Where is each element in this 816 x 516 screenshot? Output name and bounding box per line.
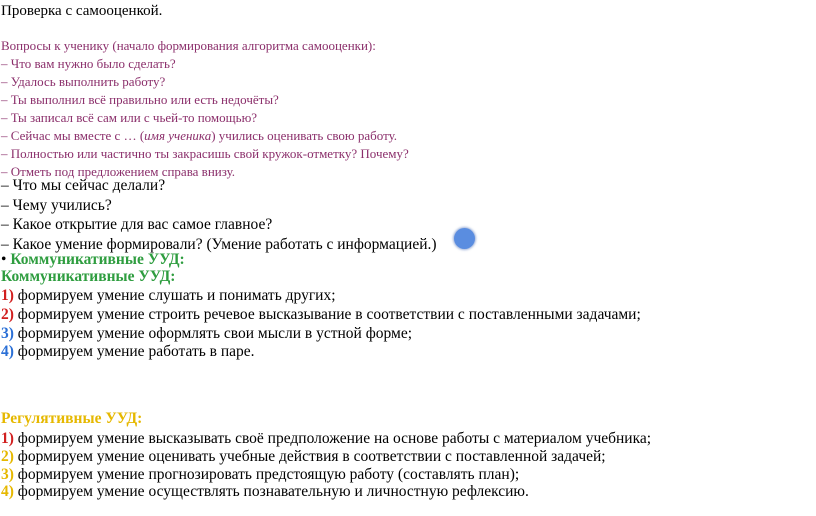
item-text: формируем умение осуществлять познавательную и личностную рефлексию. — [13, 483, 529, 500]
item-number: 1) — [1, 430, 14, 447]
question-item: – Ты выполнил всё правильно или есть недочёты? — [1, 92, 279, 107]
question-item: – Полностью или частично ты закрасишь свой кружок-отметку? Почему? — [1, 146, 409, 161]
item-number: 4) — [1, 483, 14, 500]
communicative-item — [1, 306, 641, 324]
question-item: – Удалось выполнить работу? — [1, 74, 166, 89]
question-item: – Отметь под предложением справа внизу. — [1, 164, 236, 179]
item-text: формируем умение строить речевое высказывание в соответствии с поставленными задачами; — [13, 306, 641, 323]
item-number: 2) — [1, 306, 14, 323]
question-item — [1, 127, 397, 145]
student-name-placeholder: имя ученика — [144, 128, 212, 143]
reflection-question: – Какое умение формировали? (Умение работать с информацией.) — [1, 236, 437, 253]
reflection-question: – Чему учились? — [1, 197, 112, 214]
communicative-item — [1, 287, 336, 305]
item-text: формируем умение слушать и понимать других; — [13, 287, 336, 304]
item-text: формируем умение оценивать учебные действия в соответствии с поставленной задачей; — [13, 448, 606, 465]
question-text: – Сейчас мы вместе с … ( — [1, 128, 145, 143]
item-number: 3) — [1, 466, 14, 483]
questions-heading: Вопросы к ученику (начало формирования алгоритма самооценки): — [1, 38, 376, 53]
regulatory-item — [1, 448, 606, 466]
communicative-heading-text: Коммуникативные УУД: — [10, 251, 185, 268]
item-number: 3) — [1, 325, 14, 342]
reflection-question: – Что мы сейчас делали? — [1, 177, 166, 194]
communicative-heading: Коммуникативные УУД: — [1, 268, 176, 285]
item-number: 4) — [1, 343, 14, 360]
communicative-item — [1, 343, 255, 361]
item-text: формируем умение оформлять свои мысли в устной форме; — [13, 325, 413, 342]
regulatory-item — [1, 483, 529, 501]
item-text: формируем умение высказывать своё предположение на основе работы с материалом учебника; — [13, 430, 652, 447]
question-text: ) учились оценивать свою работу. — [211, 128, 398, 143]
bullet-icon: • — [1, 251, 7, 268]
question-item: – Что вам нужно было сделать? — [1, 56, 176, 71]
communicative-bullet-heading — [1, 251, 185, 269]
regulatory-heading: Регулятивные УУД: — [1, 410, 143, 427]
item-number: 1) — [1, 287, 14, 304]
self-assessment-circle — [454, 228, 475, 249]
item-number: 2) — [1, 448, 14, 465]
item-text: формируем умение прогнозировать предстоящую работу (составлять план); — [13, 466, 520, 483]
regulatory-item — [1, 466, 519, 484]
regulatory-item — [1, 430, 651, 448]
reflection-question: – Какое открытие для вас самое главное? — [1, 216, 273, 233]
question-item: – Ты записал всё сам или с чьей-то помощью? — [1, 110, 258, 125]
page-title: Проверка с самооценкой. — [1, 3, 163, 19]
item-text: формируем умение работать в паре. — [13, 343, 255, 360]
communicative-item — [1, 325, 412, 343]
